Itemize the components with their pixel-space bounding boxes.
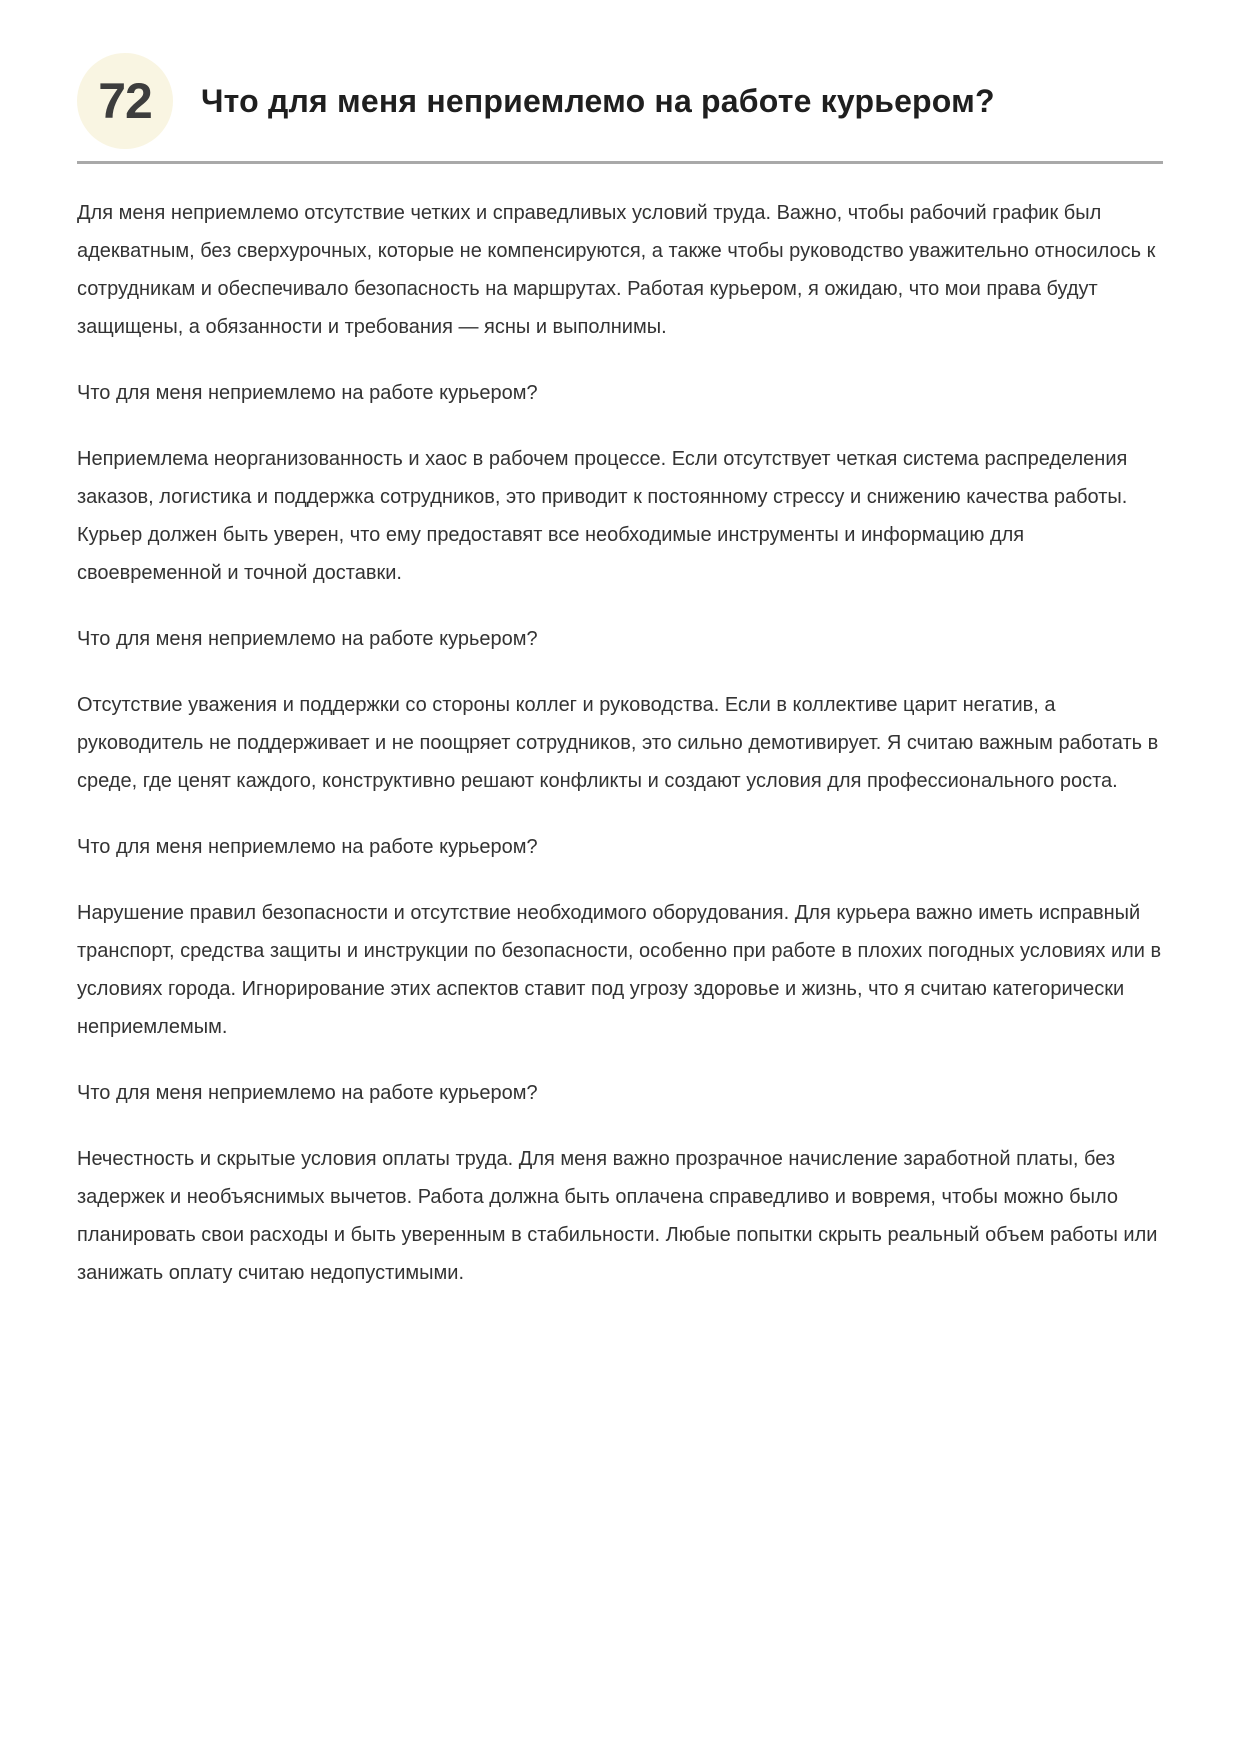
answer-paragraph: Неприемлема неорганизованность и хаос в рабочем процессе. Если отсутствует четкая система распределения заказов, логистика и поддержка сотрудников, это приводит к постоянному стрессу и снижению качества работы. Курьер должен быть уверен, что ему предоставят все необходимые инструменты и информацию для своевременной и точной доставки. (77, 448, 1128, 584)
page-title: Что для меня неприемлемо на работе курьером? (201, 83, 995, 119)
repeated-question: Что для меня неприемлемо на работе курьером? (77, 382, 538, 404)
repeated-question: Что для меня неприемлемо на работе курьером? (77, 628, 538, 650)
answer-paragraph: Для меня неприемлемо отсутствие четких и справедливых условий труда. Важно, чтобы рабочий график был адекватным, без сверхурочных, которые не компенсируются, а также чтобы руководство уважительно относилось к сотрудникам и обеспечивало безопасность на маршрутах. Работая курьером, я ожидаю, что мои права будут защищены, а обязанности и требования — ясны и выполнимы. (77, 202, 1156, 338)
question-header (77, 53, 1163, 149)
answer-paragraph: Нечестность и скрытые условия оплаты труда. Для меня важно прозрачное начисление заработной платы, без задержек и необъяснимых вычетов. Работа должна быть оплачена справедливо и вовремя, чтобы можно было планировать свои расходы и быть уверенным в стабильности. Любые попытки скрыть реальный объем работы или занижать оплату считаю недопустимыми. (77, 1148, 1158, 1284)
answer-paragraph: Нарушение правил безопасности и отсутствие необходимого оборудования. Для курьера важно иметь исправный транспорт, средства защиты и инструкции по безопасности, особенно при работе в плохих погодных условиях или в условиях города. Игнорирование этих аспектов ставит под угрозу здоровье и жизнь, что я считаю категорически неприемлемым. (77, 902, 1162, 1038)
repeated-question: Что для меня неприемлемо на работе курьером? (77, 1082, 538, 1104)
header-divider (77, 161, 1163, 164)
question-number-badge (77, 53, 173, 149)
question-number: 72 (98, 73, 152, 129)
answer-content (77, 192, 1163, 1292)
answer-paragraph: Отсутствие уважения и поддержки со стороны коллег и руководства. Если в коллективе царит негатив, а руководитель не поддерживает и не поощряет сотрудников, это сильно демотивирует. Я считаю важным работать в среде, где ценят каждого, конструктивно решают конфликты и создают условия для профессионального роста. (77, 694, 1159, 792)
repeated-question: Что для меня неприемлемо на работе курьером? (77, 836, 538, 858)
